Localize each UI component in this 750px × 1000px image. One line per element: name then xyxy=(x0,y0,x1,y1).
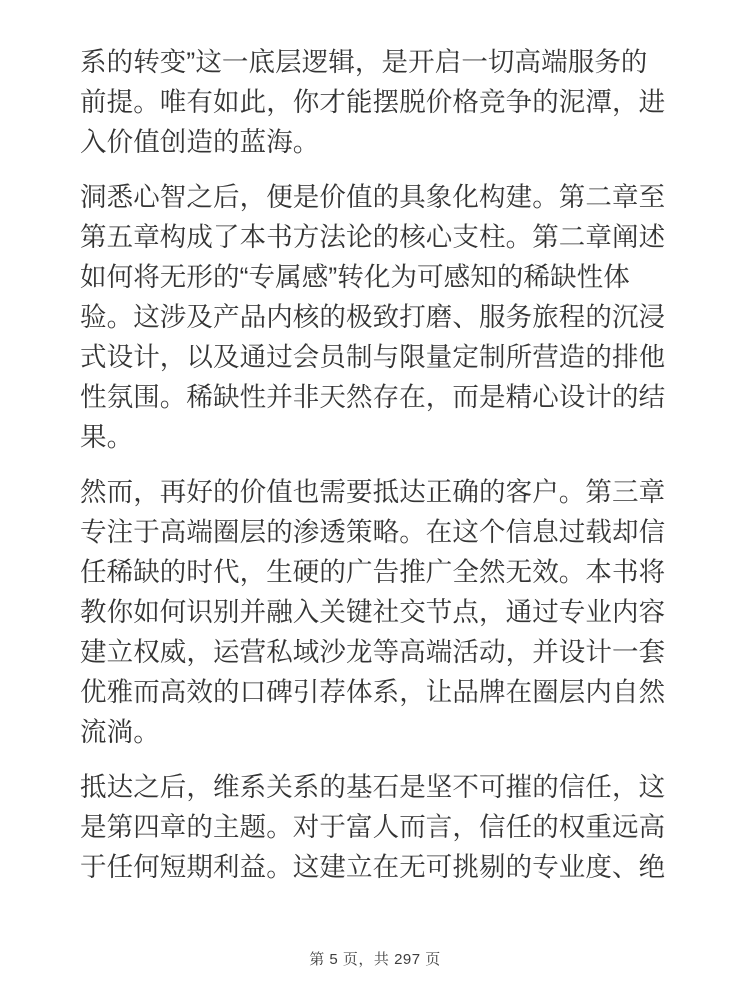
text-line: 前提。唯有如此，你才能摆脱价格竞争的泥潭，进 xyxy=(80,87,666,117)
text-line: 然而，再好的价值也需要抵达正确的客户。第三章 xyxy=(80,477,666,507)
page-number-indicator: 第 5 页，共 297 页 xyxy=(309,951,441,968)
text-line: 系的转变”这一底层逻辑，是开启一切高端服务的 xyxy=(80,47,648,77)
text-line: 建立权威，运营私域沙龙等高端活动，并设计一套 xyxy=(80,637,666,667)
text-line: 教你如何识别并融入关键社交节点，通过专业内容 xyxy=(80,597,666,627)
text-line: 流淌。 xyxy=(80,717,160,747)
text-line: 于任何短期利益。这建立在无可挑剔的专业度、绝 xyxy=(80,852,666,882)
paragraph xyxy=(80,177,674,457)
text-line: 如何将无形的“专属感”转化为可感知的稀缺性体 xyxy=(80,262,630,292)
paragraph xyxy=(80,42,674,162)
page-footer xyxy=(0,950,750,970)
text-line: 验。这涉及产品内核的极致打磨、服务旅程的沉浸 xyxy=(80,302,666,332)
text-line: 抵达之后，维系关系的基石是坚不可摧的信任，这 xyxy=(80,772,666,802)
text-line: 第五章构成了本书方法论的核心支柱。第二章阐述 xyxy=(80,222,666,252)
text-line: 洞悉心智之后，便是价值的具象化构建。第二章至 xyxy=(80,182,666,212)
text-line: 优雅而高效的口碑引荐体系，让品牌在圈层内自然 xyxy=(80,677,666,707)
text-line: 性氛围。稀缺性并非天然存在，而是精心设计的结 xyxy=(80,382,666,412)
text-line: 任稀缺的时代，生硬的广告推广全然无效。本书将 xyxy=(80,557,666,587)
text-line: 专注于高端圈层的渗透策略。在这个信息过载却信 xyxy=(80,517,666,547)
paragraph xyxy=(80,767,674,887)
text-line: 入价值创造的蓝海。 xyxy=(80,127,320,157)
paragraph xyxy=(80,472,674,752)
text-line: 是第四章的主题。对于富人而言，信任的权重远高 xyxy=(80,812,666,842)
text-line: 果。 xyxy=(80,422,134,452)
text-line: 式设计，以及通过会员制与限量定制所营造的排他 xyxy=(80,342,666,372)
